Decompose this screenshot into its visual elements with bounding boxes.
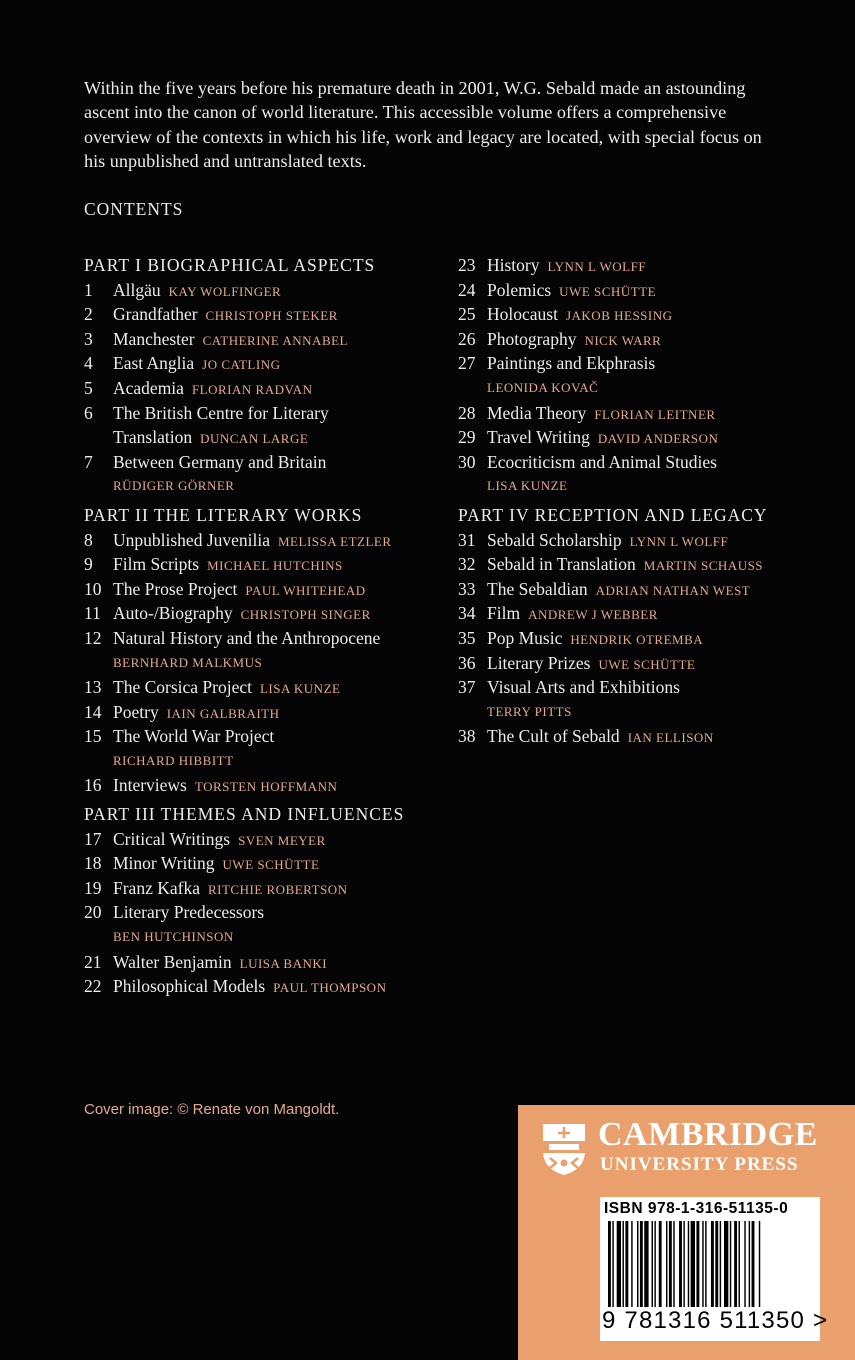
chapter-number: 11 [84, 603, 101, 624]
chapter-title: East Anglia [113, 353, 195, 374]
barcode-bar [679, 1221, 682, 1307]
toc-entry [458, 675, 838, 724]
toc-entry [458, 450, 838, 499]
chapter-title: Walter Benjamin [113, 951, 232, 972]
chapter-number: 20 [84, 902, 102, 923]
toc-column-right [458, 253, 838, 749]
chapter-number: 12 [84, 627, 102, 648]
barcode-bar [637, 1221, 638, 1307]
chapter-author: LEONIDA KOVAČ [487, 379, 599, 395]
chapter-number: 36 [458, 652, 476, 673]
chapter-title: Sebald in Translation [487, 554, 636, 575]
chapter-title: Philosophical Models [113, 976, 266, 997]
chapter-author: HENDRIK OTREMBA [570, 631, 704, 647]
chapter-title: Between Germany and Britain [113, 451, 327, 472]
toc-entry [458, 253, 838, 278]
cambridge-crest-icon [540, 1121, 588, 1177]
toc-entry [458, 601, 838, 626]
chapter-author: ANDREW J WEBBER [528, 607, 658, 623]
barcode-bar [623, 1221, 624, 1307]
barcode-bar [673, 1221, 674, 1307]
chapter-title: Film [487, 603, 521, 624]
chapter-author: CHRISTOPH STEKER [205, 308, 338, 324]
chapter-title: Visual Arts and Exhibitions [487, 677, 680, 698]
chapter-number: 8 [84, 529, 93, 550]
chapter-author: LYNN L WOLFF [629, 533, 729, 549]
chapter-title: Media Theory [487, 402, 587, 423]
barcode-bar [724, 1221, 728, 1307]
chapter-title: Literary Predecessors [113, 902, 265, 923]
chapter-author: MELISSA ETZLER [278, 533, 392, 549]
chapter-title: Natural History and the Anthropocene [113, 627, 381, 648]
chapter-number: 10 [84, 578, 102, 599]
chapter-author: PAUL THOMPSON [273, 980, 387, 996]
chapter-author: JO CATLING [202, 357, 281, 373]
barcode-bar [730, 1221, 731, 1307]
part-heading: PART I BIOGRAPHICAL ASPECTS [84, 255, 376, 275]
barcode-bar [640, 1221, 643, 1307]
chapter-author: JAKOB HESSING [565, 308, 673, 324]
toc-entry [84, 327, 454, 352]
barcode-bar [749, 1221, 750, 1307]
toc-entry [458, 351, 838, 400]
toc-entry [84, 351, 454, 376]
chapter-number: 13 [84, 677, 102, 698]
chapter-author: BEN HUTCHINSON [113, 929, 234, 945]
chapter-title: Photography [487, 328, 577, 349]
chapter-number: 17 [84, 828, 102, 849]
chapter-author: LUISA BANKI [239, 955, 328, 971]
toc-entry [84, 827, 454, 852]
chapter-author: NICK WARR [584, 332, 662, 348]
toc-entry [84, 601, 454, 626]
chapter-number: 32 [458, 554, 476, 575]
chapter-author: UWE SCHÜTTE [222, 857, 320, 873]
chapter-title: The Corsica Project [113, 677, 252, 698]
barcode-bar [612, 1221, 613, 1307]
chapter-number: 35 [458, 627, 476, 648]
chapter-title: Franz Kafka [113, 877, 200, 898]
chapter-title: Manchester [113, 328, 195, 349]
chapter-author: LYNN L WOLFF [547, 259, 647, 274]
chapter-number: 18 [84, 853, 102, 874]
chapter-number: 29 [458, 427, 476, 448]
chapter-author: MARTIN SCHAUSS [643, 558, 764, 574]
toc-entry [84, 851, 454, 876]
chapter-title: Grandfather [113, 304, 198, 325]
toc-entry [84, 577, 454, 602]
chapter-title: Paintings and Ekphrasis [487, 353, 656, 374]
blurb: Within the five years before his premature death in 2001, W.G. Sebald made an astounding ascent into the canon of world literature. This accessible volume offers a comprehensive overview of the contexts in which his life, work and legacy are located, with special focus on his unpublished and untranslated texts. [84, 78, 762, 172]
chapter-title: Auto-/Biography [113, 603, 233, 624]
chapter-author: UWE SCHÜTTE [598, 656, 696, 672]
chapter-author: IAN ELLISON [627, 730, 714, 746]
chapter-title: Critical Writings [113, 828, 231, 849]
barcode-bar [702, 1221, 703, 1307]
chapter-title: Minor Writing [113, 853, 215, 874]
chapter-author: RICHARD HIBBITT [113, 752, 234, 768]
chapter-title: Travel Writing [487, 427, 590, 448]
chapter-author: PAUL WHITEHEAD [245, 582, 366, 598]
chapter-number: 16 [84, 775, 102, 796]
barcode-bar [652, 1221, 653, 1307]
chapter-author: ADRIAN NATHAN WEST [595, 582, 751, 598]
toc-entry [458, 327, 838, 352]
toc-entry [84, 376, 454, 401]
barcode-bar [669, 1221, 672, 1307]
chapter-number: 1 [84, 279, 93, 300]
chapter-author: LISA KUNZE [259, 681, 341, 697]
chapter-title: Unpublished Juvenilia [113, 529, 270, 550]
chapter-title: The Prose Project [113, 578, 238, 599]
barcode-bar [631, 1221, 632, 1307]
chapter-author: RITCHIE ROBERTSON [207, 881, 348, 897]
toc-entry [84, 401, 454, 450]
toc-entry [84, 552, 454, 577]
barcode-bar [744, 1221, 745, 1307]
barcode-bar [644, 1221, 648, 1307]
chapter-author: CATHERINE ANNABEL [202, 332, 348, 348]
chapter-number: 27 [458, 353, 476, 374]
publisher-panel [518, 1105, 855, 1360]
chapter-title: Pop Music [487, 627, 563, 648]
chapter-number: 2 [84, 304, 93, 325]
barcode-bar [691, 1221, 695, 1307]
toc-entry [458, 528, 838, 553]
toc-entry [84, 724, 454, 773]
chapter-number: 21 [84, 951, 102, 972]
chapter-number: 26 [458, 328, 476, 349]
chapter-number: 31 [458, 529, 476, 550]
barcode-bar [720, 1221, 721, 1307]
chapter-number: 4 [84, 353, 93, 374]
chapter-number: 38 [458, 726, 476, 747]
chapter-title: The Sebaldian [487, 578, 588, 599]
barcode-bar [688, 1221, 689, 1307]
chapter-number: 15 [84, 726, 102, 747]
toc-entry [458, 577, 838, 602]
chapter-title: Holocaust [487, 304, 558, 325]
toc-entry [84, 700, 454, 725]
chapter-title: The World War Project [113, 726, 275, 747]
toc-entry [458, 278, 838, 303]
chapter-author: TERRY PITTS [487, 703, 572, 719]
barcode-bar [711, 1221, 714, 1307]
barcode-bar [617, 1221, 621, 1307]
barcode-bar [683, 1221, 684, 1307]
barcode-digits: 9 781316 511350 > [602, 1307, 829, 1334]
toc-entry [84, 450, 454, 499]
chapter-title: Sebald Scholarship [487, 529, 622, 550]
toc-entry [84, 302, 454, 327]
part-heading: PART IV RECEPTION AND LEGACY [458, 504, 768, 525]
toc-entry [84, 900, 454, 949]
contents-heading: CONTENTS [84, 199, 184, 219]
barcode-bar [696, 1221, 699, 1307]
toc-entry [84, 773, 454, 798]
chapter-author: KAY WOLFINGER [168, 283, 282, 299]
chapter-number: 34 [458, 603, 476, 624]
chapter-author: FLORIAN LEITNER [594, 406, 716, 422]
part-heading: PART II THE LITERARY WORKS [84, 504, 363, 525]
chapter-author: SVEN MEYER [238, 832, 326, 848]
toc-entry [458, 626, 838, 651]
barcode-bar [666, 1221, 667, 1307]
chapter-title: Ecocriticism and Animal Studies [487, 451, 717, 472]
toc-entry [84, 626, 454, 675]
chapter-title: Film Scripts [113, 554, 200, 575]
chapter-author: IAIN GALBRAITH [166, 705, 280, 721]
chapter-number: 37 [458, 677, 476, 698]
toc-entry [84, 675, 454, 700]
toc-entry [458, 724, 838, 749]
toc-entry [458, 552, 838, 577]
chapter-number: 6 [84, 402, 93, 423]
barcode-bar [608, 1221, 611, 1307]
chapter-author: UWE SCHÜTTE [559, 283, 657, 299]
chapter-number: 23 [458, 255, 476, 275]
toc-entry [84, 876, 454, 901]
part-heading: PART III THEMES AND INFLUENCES [84, 804, 405, 825]
chapter-author: FLORIAN RADVAN [191, 381, 313, 397]
chapter-title: Allgäu [113, 279, 161, 300]
toc-entry [84, 278, 454, 303]
chapter-author: DUNCAN LARGE [200, 431, 309, 447]
barcode-bar [752, 1221, 755, 1307]
barcode-bar [705, 1221, 706, 1307]
chapter-number: 14 [84, 701, 102, 722]
chapter-number: 22 [84, 976, 102, 997]
chapter-number: 24 [458, 279, 476, 300]
chapter-number: 3 [84, 328, 93, 349]
chapter-title: Literary Prizes [487, 652, 591, 673]
chapter-title: Poetry [113, 701, 159, 722]
publisher-name: CAMBRIDGE [598, 1116, 818, 1153]
toc-entry [458, 651, 838, 676]
chapter-author: TORSTEN HOFFMANN [194, 779, 338, 795]
toc-entry [84, 974, 454, 999]
barcode-bar [654, 1221, 655, 1307]
chapter-number: 19 [84, 877, 102, 898]
chapter-author: MICHAEL HUTCHINS [207, 558, 343, 574]
chapter-author: BERNHARD MALKMUS [113, 654, 263, 670]
chapter-author: LISA KUNZE [487, 478, 568, 494]
chapter-number: 5 [84, 377, 93, 398]
toc-entry [84, 528, 454, 553]
chapter-author: DAVID ANDERSON [597, 431, 719, 447]
toc-entry [84, 950, 454, 975]
publisher-subname: UNIVERSITY PRESS [600, 1154, 799, 1175]
toc-column-left [84, 253, 454, 999]
chapter-number: 33 [458, 578, 476, 599]
chapter-title: Interviews [113, 775, 187, 796]
chapter-author: CHRISTOPH SINGER [240, 607, 371, 623]
chapter-number: 9 [84, 554, 93, 575]
toc-entry [458, 302, 838, 327]
cover-image-credit: Cover image: © Renate von Mangoldt. [84, 1101, 340, 1118]
barcode-bar [739, 1221, 740, 1307]
chapter-number: 30 [458, 451, 476, 472]
barcode-bar [715, 1221, 718, 1307]
barcode-bars [608, 1221, 814, 1307]
chapter-title: The Cult of Sebald [487, 726, 620, 747]
chapter-title: History [487, 255, 540, 275]
chapter-number: 28 [458, 402, 476, 423]
toc-entry [458, 425, 838, 450]
chapter-number: 25 [458, 304, 476, 325]
isbn-label: ISBN 978-1-316-51135-0 [604, 1200, 789, 1217]
toc-entry [458, 401, 838, 426]
chapter-title: The British Centre for Literary Translation [113, 402, 329, 448]
barcode-bar [759, 1221, 760, 1307]
chapter-author: RÜDIGER GÖRNER [113, 478, 235, 494]
chapter-title: Polemics [487, 279, 552, 300]
barcode-bar [625, 1221, 628, 1307]
chapter-number: 7 [84, 451, 93, 472]
isbn-barcode [600, 1197, 829, 1341]
chapter-title: Academia [113, 377, 184, 398]
barcode-bar [659, 1221, 662, 1307]
barcode-bar [734, 1221, 737, 1307]
